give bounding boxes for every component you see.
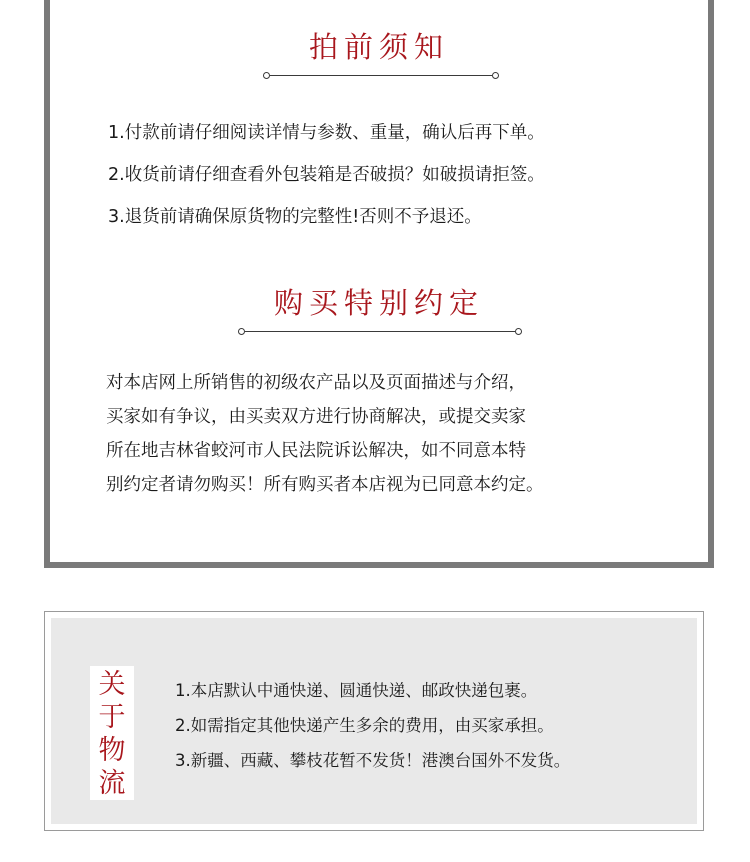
logistics-label-char-4: 流	[98, 768, 126, 799]
notice-panel	[44, 0, 714, 568]
logistics-item-2: 2.如需指定其他快递产生多余的费用，由买家承担。	[175, 716, 554, 735]
agreement-line-3: 所在地吉林省蛟河市人民法院诉讼解决，如不同意本特	[106, 441, 526, 461]
logistics-item-3: 3.新疆、西藏、攀枝花暂不发货！港澳台国外不发货。	[175, 751, 571, 770]
notice-title-divider	[270, 75, 492, 76]
agreement-title-divider	[245, 331, 515, 332]
agreement-title: 购买特别约定	[273, 286, 484, 320]
notice-item-2: 2.收货前请仔细查看外包装箱是否破损？如破损请拒签。	[108, 165, 545, 185]
agreement-text	[106, 366, 666, 502]
notice-item-3: 3.退货前请确保原货物的完整性!否则不予退还。	[108, 207, 482, 227]
agreement-line-4: 别约定者请勿购买！所有购买者本店视为已同意本约定。	[106, 475, 544, 495]
logistics-label-char-1: 关	[98, 669, 126, 700]
logistics-label	[90, 666, 134, 800]
logistics-label-char-3: 物	[98, 735, 126, 766]
notice-title: 拍前须知	[308, 30, 449, 64]
logistics-item-1: 1.本店默认中通快递、圆通快递、邮政快递包裹。	[175, 681, 538, 700]
agreement-line-1: 对本店网上所销售的初级农产品以及页面描述与介绍，	[106, 373, 526, 393]
notice-item-1: 1.付款前请仔细阅读详情与参数、重量，确认后再下单。	[108, 123, 545, 143]
logistics-panel-inner	[51, 618, 697, 824]
agreement-line-2: 买家如有争议，由买卖双方进行协商解决，或提交卖家	[106, 407, 526, 427]
logistics-panel	[44, 611, 704, 831]
logistics-label-char-2: 于	[98, 702, 126, 733]
